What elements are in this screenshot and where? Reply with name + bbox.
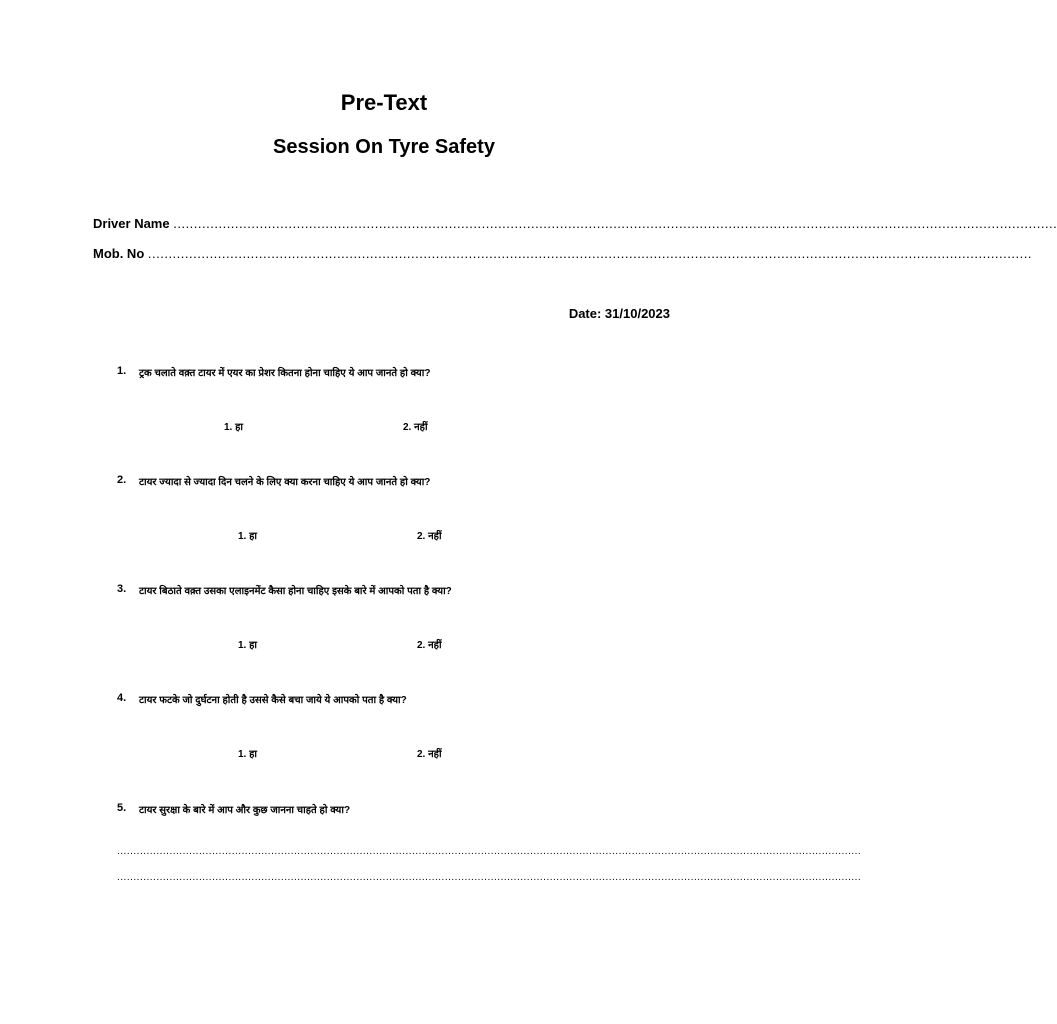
driver-name-field[interactable] bbox=[93, 216, 1057, 231]
mobile-number-field[interactable] bbox=[93, 246, 1032, 261]
question-4-option-yes[interactable]: 1. हा bbox=[238, 749, 258, 760]
driver-name-dotted-line: ....................................................................................................................................................................................................................... bbox=[173, 216, 1057, 231]
question-1-number: 1. bbox=[117, 365, 127, 377]
date-label: Date: 31/10/2023 bbox=[568, 306, 670, 321]
question-3-option-no[interactable]: 2. नहीं bbox=[417, 640, 442, 651]
answer-line-1[interactable]: ................................................................................................................................................................................................................................... bbox=[117, 846, 862, 857]
page-title: Pre-Text bbox=[340, 90, 428, 115]
question-4-number: 4. bbox=[117, 692, 127, 704]
question-4-text: टायर फटके जो दुर्घटना होती है उससे कैसे बचा जाये ये आपको पता है क्या? bbox=[139, 695, 407, 706]
mobile-number-label: Mob. No bbox=[93, 246, 145, 261]
question-5-number: 5. bbox=[117, 802, 127, 814]
question-2-number: 2. bbox=[117, 474, 127, 486]
question-5-text: टायर सुरक्षा के बारे में आप और कुछ जानना चाहते हो क्या? bbox=[139, 805, 351, 816]
question-3-number: 3. bbox=[117, 583, 127, 595]
question-2-option-yes[interactable]: 1. हा bbox=[238, 531, 258, 542]
question-1-option-no[interactable]: 2. नहीं bbox=[403, 422, 428, 433]
question-2-option-no[interactable]: 2. नहीं bbox=[417, 531, 442, 542]
question-1-text: ट्रक चलाते वक़्त टायर में एयर का प्रेशर कितना होना चाहिए ये आप जानते हो क्या? bbox=[139, 368, 431, 379]
answer-line-2[interactable]: ................................................................................................................................................................................................................................... bbox=[117, 872, 862, 883]
page-subtitle: Session On Tyre Safety bbox=[273, 136, 495, 158]
question-3-text: टायर बिठाते वक़्त उसका एलाइनमेंट कैसा होना चाहिए इसके बारे में आपको पता है क्या? bbox=[139, 586, 452, 597]
mobile-number-dotted-line: ....................................................................................................................................................................................................................... bbox=[147, 246, 1032, 261]
question-1-option-yes[interactable]: 1. हा bbox=[224, 422, 244, 433]
question-3-option-yes[interactable]: 1. हा bbox=[238, 640, 258, 651]
question-4-option-no[interactable]: 2. नहीं bbox=[417, 749, 442, 760]
question-2-text: टायर ज्यादा से ज्यादा दिन चलने के लिए क्या करना चाहिए ये आप जानते हो क्या? bbox=[139, 477, 431, 488]
driver-name-label: Driver Name bbox=[93, 216, 170, 231]
